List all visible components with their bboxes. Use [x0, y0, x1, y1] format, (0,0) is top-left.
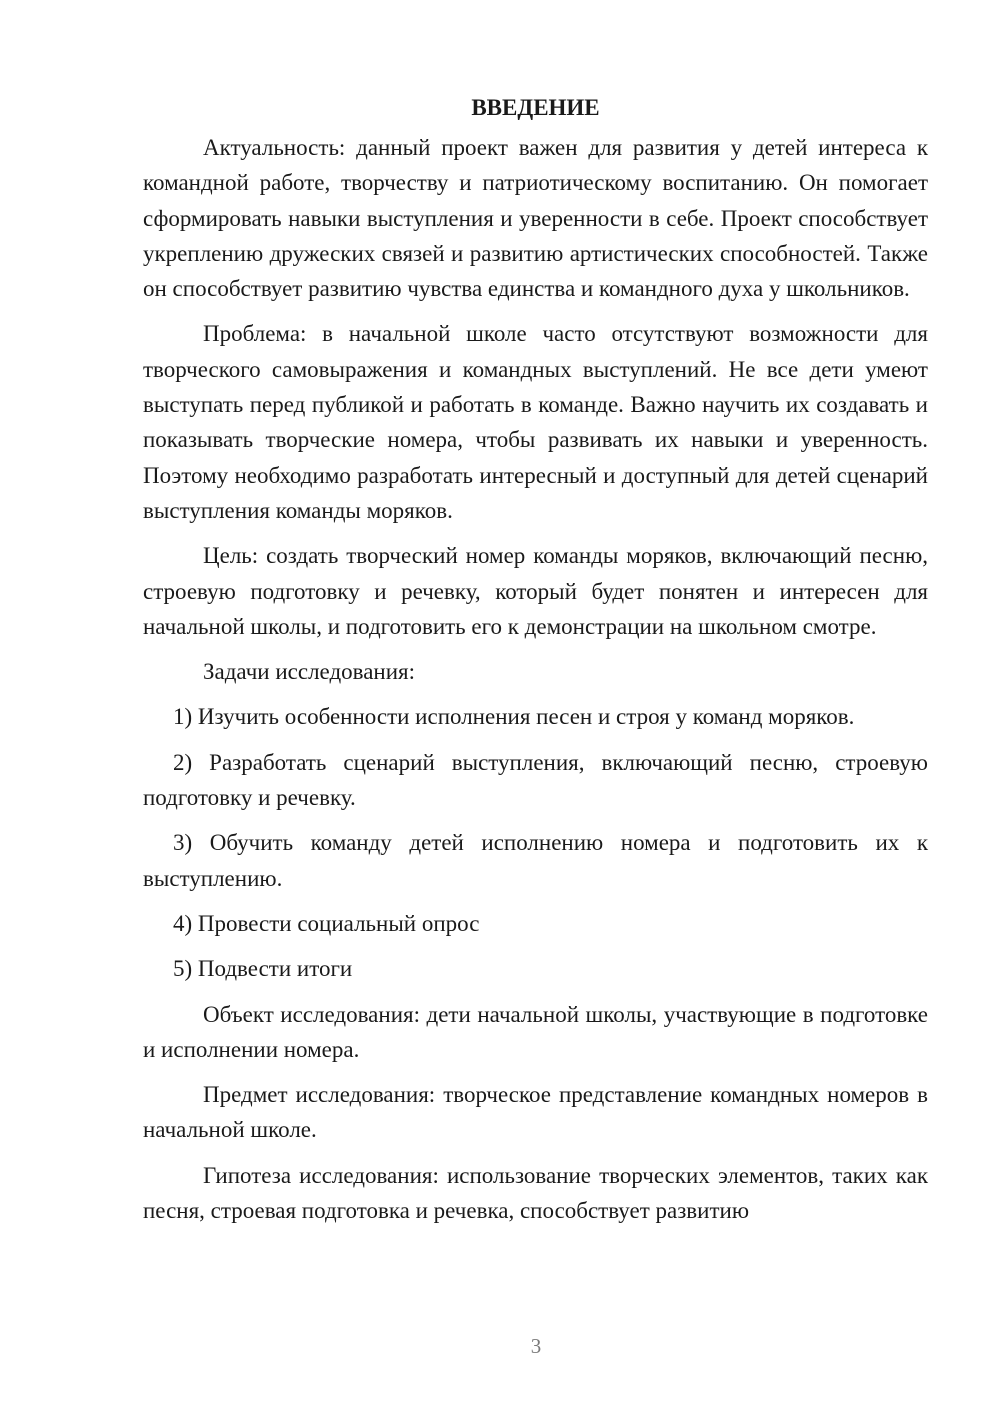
section-title: ВВЕДЕНИЕ [471, 95, 600, 120]
task-item-5: 5) Подвести итоги [173, 956, 353, 982]
goal-paragraph: Цель: создать творческий номер команды моряков, включающий песню, строевую подготовку и речевку, который будет понятен и интересен для начальной школы, и подготовить его к демонстрации на школьном смотре. [143, 543, 928, 639]
task-item-4: 4) Провести социальный опрос [173, 910, 480, 936]
relevance-paragraph: Актуальность: данный проект важен для развития у детей интереса к командной работе, творчеству и патриотическому воспитанию. Он помогает сформировать навыки выступления и уверенности в себе. Проект способствует укреплению дружеских связей и развитию артистических способностей. Также он способствует развитию чувства единства и командного духа у школьников. [143, 135, 928, 302]
tasks-heading: Задачи исследования: [203, 659, 416, 685]
page-number: 3 [530, 1334, 542, 1358]
problem-paragraph: Проблема: в начальной школе часто отсутствуют возможности для творческого самовыражения и командных выступлений. Не все дети умеют выступать перед публикой и работать в команде. Важно научить их создавать и показывать творческие номера, чтобы развивать их навыки и уверенность. Поэтому необходимо разработать интересный и доступный для детей сценарий выступления команды моряков. [143, 321, 928, 523]
task-item-3: 3) Обучить команду детей исполнению номера и подготовить их к выступлению. [143, 830, 928, 891]
hypothesis-paragraph: Гипотеза исследования: использование творческих элементов, таких как песня, строевая подготовка и речевка, способствует развитию [143, 1162, 928, 1224]
subject-paragraph: Предмет исследования: творческое представление командных номеров в начальной школе. [143, 1082, 928, 1143]
object-paragraph: Объект исследования: дети начальной школы, участвующие в подготовке и исполнении номера. [143, 1001, 928, 1062]
task-item-1: 1) Изучить особенности исполнения песен и строя у команд моряков. [173, 704, 855, 730]
task-item-2: 2) Разработать сценарий выступления, включающий песню, строевую подготовку и речевку. [143, 749, 928, 811]
page-content [143, 90, 928, 1238]
